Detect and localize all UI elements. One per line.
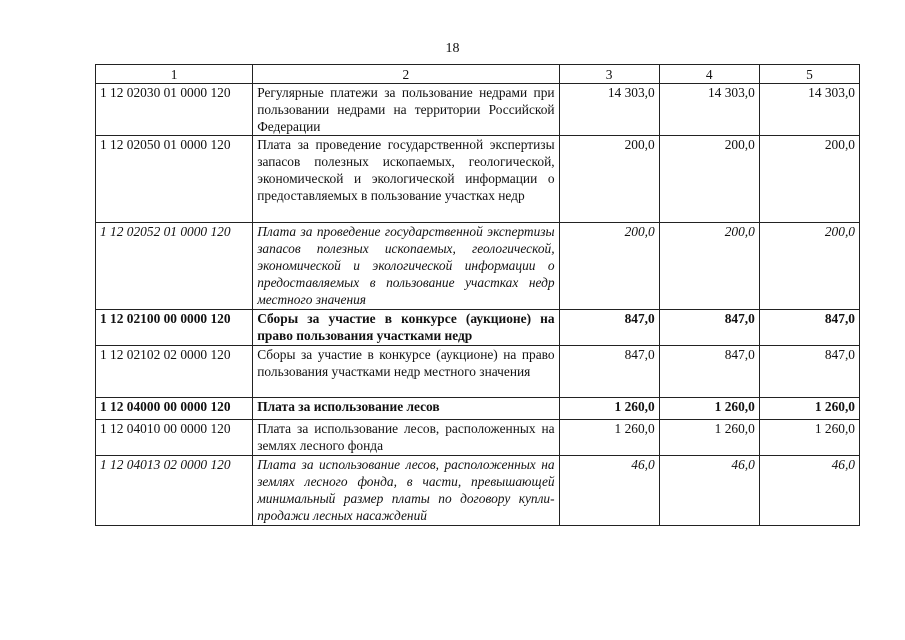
row-name: Плата за использование лесов, расположенных на землях лесного фонда, в части, превышающей минимальный размер платы по договору купли-продажи лесных насаждений	[253, 456, 559, 526]
row-value-col4: 14 303,0	[659, 84, 759, 136]
column-header-4: 4	[659, 65, 759, 84]
table-header-row	[96, 65, 860, 84]
row-value-col3: 200,0	[559, 223, 659, 310]
budget-table	[95, 64, 860, 526]
row-value-col3: 200,0	[559, 136, 659, 223]
row-value-col4: 847,0	[659, 310, 759, 346]
row-code: 1 12 04000 00 0000 120	[96, 398, 253, 420]
row-value-col4: 200,0	[659, 136, 759, 223]
table-row	[96, 136, 860, 223]
table-row	[96, 398, 860, 420]
row-value-col4: 1 260,0	[659, 398, 759, 420]
row-value-col3: 46,0	[559, 456, 659, 526]
row-value-col3: 847,0	[559, 310, 659, 346]
row-value-col5: 847,0	[759, 310, 859, 346]
row-name: Плата за проведение государственной экспертизы запасов полезных ископаемых, геологической, экономической и экологической информации о предоставляемых в пользование участках недр местного значения	[253, 223, 559, 310]
row-value-col5: 1 260,0	[759, 398, 859, 420]
table-row	[96, 420, 860, 456]
row-code: 1 12 02102 02 0000 120	[96, 346, 253, 398]
table-row	[96, 223, 860, 310]
row-code: 1 12 04010 00 0000 120	[96, 420, 253, 456]
row-value-col3: 1 260,0	[559, 398, 659, 420]
row-value-col5: 200,0	[759, 223, 859, 310]
table-row	[96, 310, 860, 346]
row-code: 1 12 02052 01 0000 120	[96, 223, 253, 310]
row-value-col5: 14 303,0	[759, 84, 859, 136]
row-value-col4: 46,0	[659, 456, 759, 526]
row-value-col3: 14 303,0	[559, 84, 659, 136]
row-name: Сборы за участие в конкурсе (аукционе) на право пользования участками недр	[253, 310, 559, 346]
row-code: 1 12 04013 02 0000 120	[96, 456, 253, 526]
row-value-col3: 847,0	[559, 346, 659, 398]
row-value-col3: 1 260,0	[559, 420, 659, 456]
row-name: Плата за проведение государственной экспертизы запасов полезных ископаемых, геологической, экономической и экологической информации о предоставляемых в пользование участках недр	[253, 136, 559, 223]
row-code: 1 12 02030 01 0000 120	[96, 84, 253, 136]
row-value-col5: 847,0	[759, 346, 859, 398]
page-number: 18	[445, 41, 460, 56]
column-header-3: 3	[559, 65, 659, 84]
row-name: Плата за использование лесов, расположенных на землях лесного фонда	[253, 420, 559, 456]
row-name: Регулярные платежи за пользование недрами при пользовании недрами на территории Российской Федерации	[253, 84, 559, 136]
column-header-1: 1	[96, 65, 253, 84]
row-value-col5: 200,0	[759, 136, 859, 223]
row-code: 1 12 02100 00 0000 120	[96, 310, 253, 346]
row-value-col4: 200,0	[659, 223, 759, 310]
column-header-5: 5	[759, 65, 859, 84]
row-name: Плата за использование лесов	[253, 398, 559, 420]
row-value-col4: 1 260,0	[659, 420, 759, 456]
row-value-col5: 1 260,0	[759, 420, 859, 456]
column-header-2: 2	[253, 65, 559, 84]
row-code: 1 12 02050 01 0000 120	[96, 136, 253, 223]
row-name: Сборы за участие в конкурсе (аукционе) на право пользования участками недр местного значения	[253, 346, 559, 398]
table-row	[96, 84, 860, 136]
table-row	[96, 456, 860, 526]
row-value-col5: 46,0	[759, 456, 859, 526]
table-row	[96, 346, 860, 398]
row-value-col4: 847,0	[659, 346, 759, 398]
